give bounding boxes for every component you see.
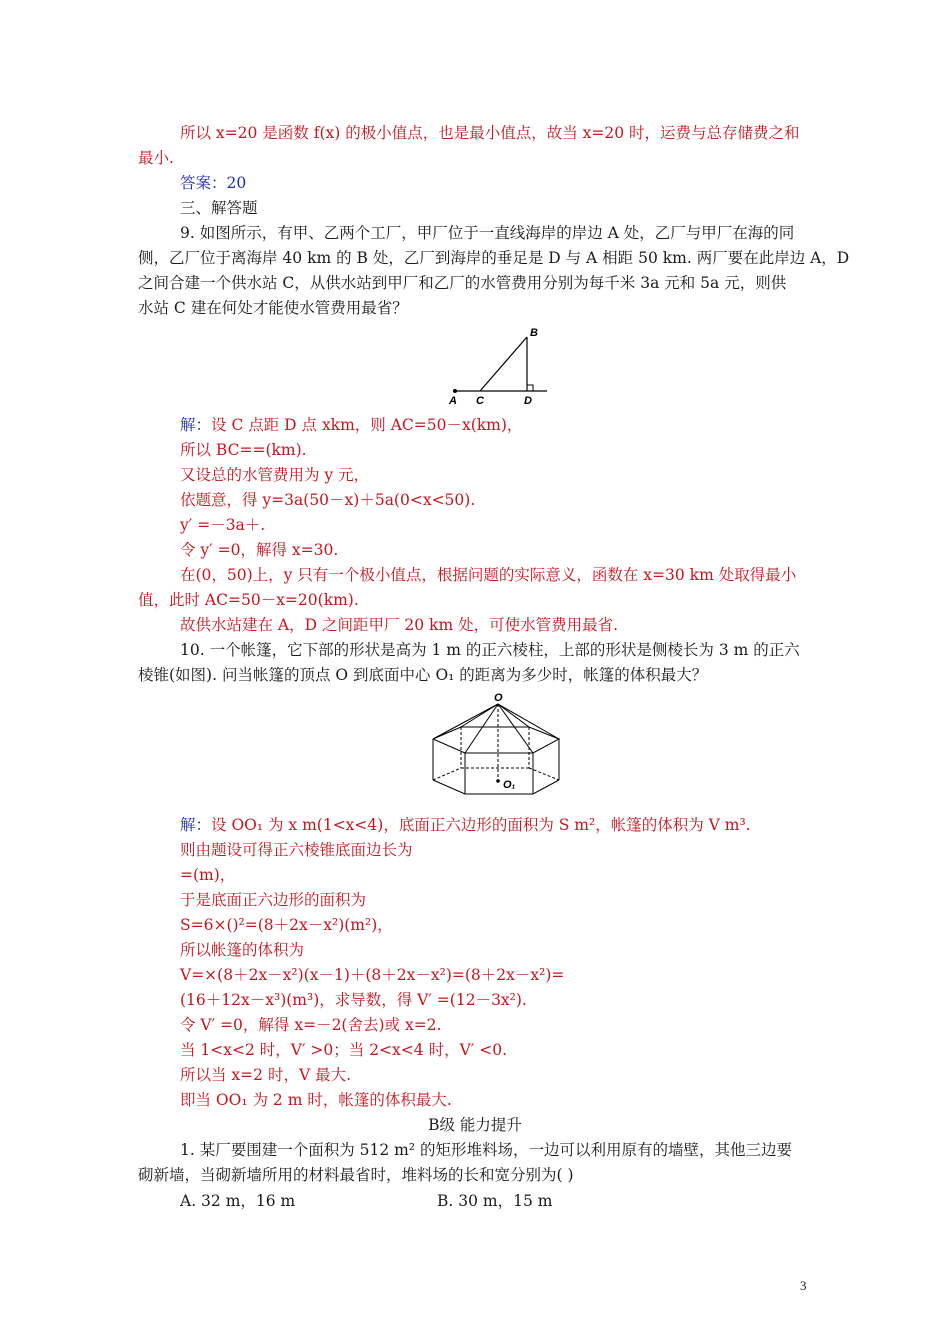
q9-solution-line-9: 故供水站建在 A，D 之间距甲厂 20 km 处，可使水管费用最省.: [180, 616, 618, 634]
b1-text-line-1: 1. 某厂要围建一个面积为 512 m² 的矩形堆料场，一边可以利用原有的墙壁，其他三边要: [180, 1141, 792, 1159]
q10-solution-line-8: (16＋12x－x³)(m³)，求导数，得 V′ =(12－3x²).: [180, 991, 527, 1009]
q9-segment-cb: [480, 337, 527, 391]
q9-solution-text-1: 设 C 点距 D 点 xkm，则 AC=50－x(km)，: [211, 416, 523, 434]
q10-label-o1: O₁: [503, 779, 516, 791]
q10-solution-line-7: V=×(8＋2x－x²)(x－1)＋(8＋2x－x²)=(8＋2x－x²)=: [180, 966, 565, 984]
q10-solution-line-3: =(m)，: [180, 866, 236, 884]
page-number: 3: [800, 1278, 807, 1293]
q10-top-hexagon: [433, 727, 559, 753]
b1-option-a: A. 32 m，16 m: [180, 1192, 296, 1210]
q10-solution-line-1: [180, 813, 860, 837]
q9-text-line-1: 9. 如图所示，有甲、乙两个工厂，甲厂位于一直线海岸的岸边 A 处，乙厂与甲厂在海的同: [180, 224, 795, 242]
q9-solution-line-1: [180, 413, 860, 437]
q10-pyramid-edge: [433, 704, 498, 739]
q9-text-line-3: 之间合建一个供水站 C，从供水站到甲厂和乙厂的水管费用分别为每千米 3a 元和 5a 元，则供: [138, 274, 787, 292]
q10-solution-line-6: 所以帐篷的体积为: [180, 941, 305, 959]
q9-text-line-4: 水站 C 建在何处才能使水管费用最省？: [138, 299, 408, 317]
q9-solution-line-5: y′ =－3a＋.: [180, 516, 266, 534]
q10-text-line-1: 10. 一个帐篷，它下部的形状是高为 1 m 的正六棱柱，上部的形状是侧棱长为 3 m 的正六: [180, 641, 800, 659]
q9-solution-line-8: 值，此时 AC=50－x=20(km).: [138, 591, 359, 609]
q10-hidden-edges: [433, 704, 559, 781]
q10-solution-text-1: 设 OO₁ 为 x m(1<x<4)，底面正六边形的面积为 S m²，帐篷的体积为 V m³.: [211, 816, 751, 834]
answer-label: 答案：20: [180, 174, 247, 192]
q9-solution-line-7: 在(0，50)上，y 只有一个极小值点，根据问题的实际意义，函数在 x=30 km 处取得最小: [180, 566, 797, 584]
q10-solution-line-12: 即当 OO₁ 为 2 m 时，帐篷的体积最大.: [180, 1091, 452, 1109]
q10-solution-line-9: 令 V′ =0，解得 x=－2(舍去)或 x=2.: [180, 1016, 442, 1034]
answer-text-line-2: 最小.: [138, 149, 174, 167]
q9-label-c: C: [476, 395, 484, 407]
q9-solution-line-3: 又设总的水管费用为 y 元，: [180, 466, 370, 484]
q10-label-o: O: [494, 692, 503, 704]
q10-solution-line-10: 当 1<x<2 时，V′ >0；当 2<x<4 时，V′ <0.: [180, 1041, 507, 1059]
q9-solution-line-6: 令 y′ =0，解得 x=30.: [180, 541, 339, 559]
q10-solution-line-4: 于是底面正六边形的面积为: [180, 891, 367, 909]
q9-label-b: B: [530, 327, 538, 339]
q10-solution-line-2: 则由题设可得正六棱锥底面边长为: [180, 841, 413, 859]
q9-figure: [445, 322, 550, 408]
q10-solution-label: 解：: [180, 816, 212, 834]
q9-solution-label: 解：: [180, 416, 212, 434]
q10-bottom-hexagon: [433, 780, 559, 794]
q9-text-line-2: 侧，乙厂位于离海岸 40 km 的 B 处，乙厂到海岸的垂足是 D 与 A 相距 50 km. 两厂要在此岸边 A，D: [138, 249, 850, 267]
q9-label-a: A: [449, 395, 457, 407]
b1-option-b: B. 30 m，15 m: [437, 1192, 553, 1210]
q9-right-angle-mark: [527, 385, 533, 391]
q9-point-a: [453, 389, 457, 393]
section-heading-3: 三、解答题: [180, 199, 258, 217]
q10-figure: [425, 690, 570, 805]
q9-label-d: D: [524, 395, 532, 407]
answer-text-line-1: 所以 x=20 是函数 f(x) 的极小值点，也是最小值点，故当 x=20 时，运费与总存储费之和: [180, 124, 800, 142]
b1-text-line-2: 砌新墙，当砌新墙所用的材料最省时，堆料场的长和宽分别为( ): [138, 1166, 574, 1184]
q9-solution-line-4: 依题意，得 y=3a(50－x)＋5a(0<x<50).: [180, 491, 476, 509]
q10-solution-line-11: 所以当 x=2 时，V 最大.: [180, 1066, 351, 1084]
q10-center-point: [496, 779, 500, 783]
section-heading-b: B级 能力提升: [428, 1116, 522, 1134]
q9-solution-line-2: 所以 BC==(km).: [180, 441, 307, 459]
q10-solution-line-5: S=6×()²=(8＋2x－x²)(m²)，: [180, 916, 393, 934]
q10-text-line-2: 棱锥(如图). 问当帐篷的顶点 O 到底面中心 O₁ 的距离为多少时，帐篷的体积最大？: [138, 666, 708, 684]
